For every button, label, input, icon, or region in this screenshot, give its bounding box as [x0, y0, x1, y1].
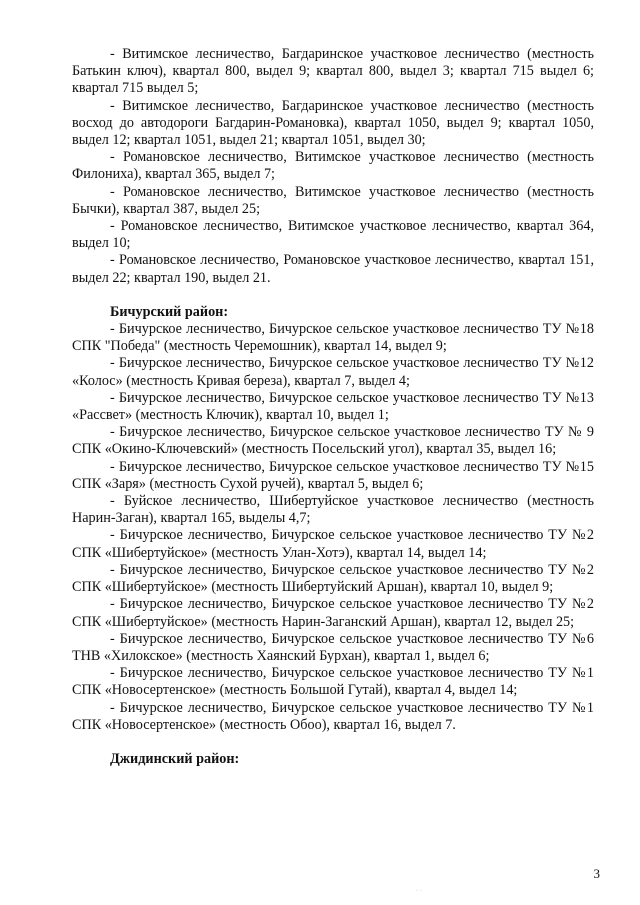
vitim-list [72, 46, 594, 287]
district-heading-dzhida: Джидинский район: [110, 750, 240, 767]
list-item: - Романовское лесничество, Витимское участковое лесничество, квартал 364, выдел 10; [72, 218, 594, 252]
bichura-list [72, 321, 594, 734]
list-item: - Бичурское лесничество, Бичурское сельское участковое лесничество ТУ №12 «Колос» (местность Кривая береза), квартал 7, выдел 4; [72, 355, 594, 389]
list-item: - Бичурское лесничество, Бичурское сельское участковое лесничество ТУ №1 СПК «Новосертенское» (местность Обоо), квартал 16, выдел 7. [72, 699, 594, 733]
list-item: - Бичурское лесничество, Бичурское сельское участковое лесничество ТУ №2 СПК «Шибертуйское» (местность Улан-Хотэ), квартал 14, выдел 14; [72, 527, 594, 561]
list-item: - Бичурское лесничество, Бичурское сельское участковое лесничество ТУ №18 СПК "Победа" (местность Черемошник), квартал 14, выдел 9; [72, 321, 594, 355]
list-item: - Бичурское лесничество, Бичурское сельское участковое лесничество ТУ № 9 СПК «Окино-Ключевский» (местность Посельский угол), квартал 35, выдел 16; [72, 424, 594, 458]
list-item: - Романовское лесничество, Романовское участковое лесничество, квартал 151, выдел 22; квартал 190, выдел 21. [72, 252, 594, 286]
list-item: - Романовское лесничество, Витимское участковое лесничество (местность Бычки), квартал 387, выдел 25; [72, 183, 594, 217]
document-body [72, 46, 594, 768]
section-gap [72, 734, 594, 751]
section-gap [72, 287, 594, 304]
list-item: - Бичурское лесничество, Бичурское сельское участковое лесничество ТУ №13 «Рассвет» (местность Ключик), квартал 10, выдел 1; [72, 389, 594, 424]
list-item: - Витимское лесничество, Багдаринское участковое лесничество (местность восход до автодороги Багдарин-Романовка), квартал 1050, выдел 9; квартал 1050, выдел 12; квартал 1051, выдел 21; квартал 1051, выдел 30; [72, 97, 594, 149]
list-item: - Бичурское лесничество, Бичурское сельское участковое лесничество ТУ №2 СПК «Шибертуйское» (местность Шибертуйский Аршан), квартал 10, выдел 9; [72, 561, 594, 596]
list-item: - Буйское лесничество, Шибертуйское участковое лесничество (местность Нарин-Заган), квартал 165, выделы 4,7; [72, 493, 594, 527]
scan-specks: ·· [416, 888, 424, 894]
list-item: - Бичурское лесничество, Бичурское сельское участковое лесничество ТУ №6 ТНВ «Хилокское» (местность Хаянский Бурхан), квартал 1, выдел 6; [72, 630, 594, 664]
page-number: 3 [593, 866, 600, 881]
list-item: - Витимское лесничество, Багдаринское участковое лесничество (местность Батькин ключ), квартал 800, выдел 9; квартал 800, выдел 3; квартал 715 выдел 6; квартал 715 выдел 5; [72, 46, 594, 97]
list-item: - Романовское лесничество, Витимское участковое лесничество (местность Филониха), квартал 365, выдел 7; [72, 149, 594, 183]
list-item: - Бичурское лесничество, Бичурское сельское участковое лесничество ТУ №2 СПК «Шибертуйское» (местность Нарин-Заганский Аршан), квартал 12, выдел 25; [72, 596, 594, 630]
list-item: - Бичурское лесничество, Бичурское сельское участковое лесничество ТУ №15 СПК «Заря» (местность Сухой ручей), квартал 5, выдел 6; [72, 458, 594, 492]
list-item: - Бичурское лесничество, Бичурское сельское участковое лесничество ТУ №1 СПК «Новосертенское» (местность Большой Гутай), квартал 4, выдел 14; [72, 665, 594, 699]
district-heading-bichura: Бичурский район: [110, 303, 229, 320]
